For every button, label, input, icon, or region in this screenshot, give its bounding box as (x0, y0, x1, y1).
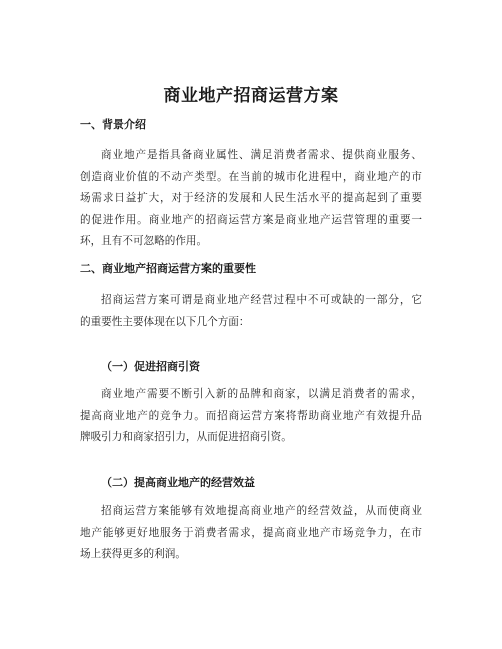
subsection-heading-efficiency: （二）提高商业地产的经营效益 (101, 476, 255, 489)
subsection-heading-investment: （一）促进招商引资 (101, 360, 200, 373)
paragraph-line: 招商运营方案可谓是商业地产经营过程中不可或缺的一部分，它 (101, 294, 422, 306)
paragraph-importance (80, 290, 422, 333)
paragraph-efficiency (80, 501, 422, 566)
paragraph-line: 的促进作用。商业地产的招商运营方案是商业地产运营管理的重要一 (80, 213, 422, 226)
paragraph-line: 环，且有不可忽略的作用。 (80, 235, 208, 247)
paragraph-background (80, 145, 422, 253)
section-heading-importance: 二、商业地产招商运营方案的重要性 (80, 262, 256, 275)
paragraph-investment (80, 384, 422, 449)
paragraph-line: 商业地产是指具备商业属性、满足消费者需求、提供商业服务、 (101, 149, 422, 161)
paragraph-line: 创造商业价值的不动产类型。在当前的城市化进程中，商业地产的市 (80, 170, 422, 183)
paragraph-line: 牌吸引力和商家招引力，从而促进招商引资。 (80, 431, 292, 443)
document-title: 商业地产招商运营方案 (163, 86, 339, 106)
paragraph-line: 场需求日益扩大，对于经济的发展和人民生活水平的提高起到了重要 (80, 192, 422, 204)
paragraph-line: 的重要性主要体现在以下几个方面： (80, 315, 250, 328)
paragraph-line: 商业地产需要不断引入新的品牌和商家，以满足消费者的需求， (101, 388, 422, 400)
paragraph-line: 地产能够更好地服务于消费者需求，提高商业地产市场竞争力，在市 (80, 526, 422, 539)
section-heading-background: 一、背景介绍 (80, 118, 146, 131)
paragraph-line: 场上获得更多的利润。 (80, 548, 186, 560)
paragraph-line: 招商运营方案能够有效地提高商业地产的经营效益，从而使商业 (101, 505, 422, 517)
paragraph-line: 提高商业地产的竞争力。而招商运营方案将帮助商业地产有效提升品 (80, 409, 422, 422)
